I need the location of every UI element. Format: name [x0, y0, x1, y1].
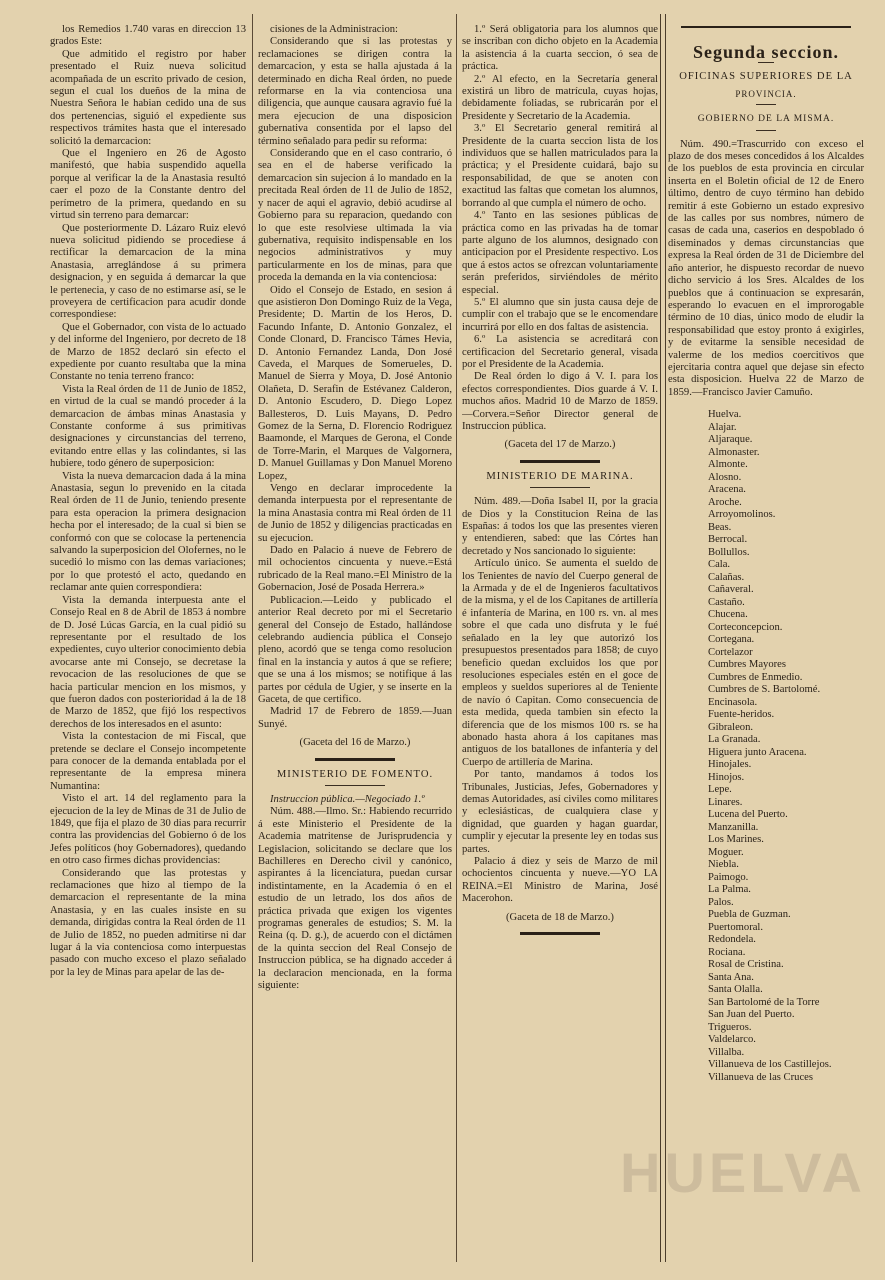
gazette-reference: (Gaceta del 17 de Marzo.) — [504, 439, 616, 451]
town-item: Valdelarco. — [708, 1034, 756, 1046]
town-item: Cala. — [708, 559, 731, 571]
subheading: Instruccion pública.—Negociado 1.º — [270, 793, 425, 805]
paragraph: Que posteriormente D. Lázaro Ruiz elevó nueva solicitud pidiendo se procediese á rectificar la demarcacion de la mina Anastasia, arreglándose á su primera designacion, y en seguida á demarcar la que le pertenecia, y caso de no estimarse así, se le proveyera de certificacion para acudir donde correspondiese: — [50, 222, 246, 321]
town-item: Castaño. — [708, 596, 745, 608]
column-3 — [462, 24, 658, 1240]
town-item: Calañas. — [708, 571, 745, 583]
section-divider — [660, 14, 666, 1262]
town-item: San Bartolomé de la Torre — [708, 996, 820, 1008]
gazette-reference: (Gaceta del 16 de Marzo.) — [299, 737, 411, 749]
town-item: La Granada. — [708, 734, 761, 746]
town-item: Alosno. — [708, 471, 742, 483]
town-item: Bollullos. — [708, 546, 750, 558]
divider — [520, 460, 600, 463]
town-item: Rosal de Cristina. — [708, 959, 784, 971]
town-item: Almonte. — [708, 459, 748, 471]
town-item: Moguer. — [708, 846, 744, 858]
town-item: San Juan del Puerto. — [708, 1009, 795, 1021]
column-2 — [258, 24, 452, 1240]
divider — [758, 62, 774, 63]
paragraph: Por tanto, mandamos á todos los Tribunales, Justicias, Jefes, Gobernadores y demas Autoridades, así civiles como militares y eclesiásticas, de cualquiera clase y dignidad, que guarden y hagan guardar, cumplir y ejecutar la presente ley en todas sus partes. — [462, 769, 658, 855]
paragraph: los Remedios 1.740 varas en direccion 13 grados Este: — [50, 24, 246, 48]
town-item: Linares. — [708, 796, 743, 808]
town-item: Arroyomolinos. — [708, 509, 776, 521]
watermark: HUELVA — [620, 1141, 866, 1204]
town-item: Palos. — [708, 896, 734, 908]
town-item: Cumbres Mayores — [708, 659, 786, 671]
paragraph: 1.º Será obligatoria para los alumnos que se inscriban con dicho objeto en la Academia la asistencia á la cuarta seccion, ó sea de práctica. — [462, 24, 658, 73]
column-4 — [668, 24, 864, 1240]
province-label: PROVINCIA. — [735, 88, 797, 99]
town-item: Berrocal. — [708, 534, 748, 546]
town-item: Puertomoral. — [708, 921, 764, 933]
town-item: Aracena. — [708, 484, 746, 496]
town-item: Lucena del Puerto. — [708, 809, 788, 821]
town-item: Alajar. — [708, 421, 737, 433]
paragraph: Publicacion.—Leido y publicado el anterior Real decreto por mi el Secretario general del Consejo de Estado, hallándose celebrando audiencia pública el Consejo pleno, acordó que se tenga como resolucion final en la instancia y autos á que se refiere; que se una á los mismos; se notifique á las partes por cédula de Ugier, y se inserte en la Gaceta, de que certifico. — [258, 594, 452, 705]
town-item: Cumbres de Enmedio. — [708, 671, 803, 683]
paragraph: 5.º El alumno que sin justa causa deje de cumplir con el trabajo que se le encomendare incurrirá por ello en dos faltas de asistencia. — [462, 296, 658, 333]
town-item: Aroche. — [708, 496, 742, 508]
paragraph: Vista la demanda interpuesta ante el Consejo Real en 8 de Abril de 1853 á nombre de D. José Lúcas García, en la cual pidió su representante por el resultado de los expedientes, cuyo ulterior conocimiento debia avocarse ante mi Consejo, se decretase la revocacion de las resoluciones de que se hacia particular mencion en los mismos, y que fueron dados con posterioridad á la de 18 de Marzo de 1852, que fijó los respectivos derechos de los interesados en el asunto: — [50, 594, 246, 730]
town-item: Villanueva de las Cruces — [708, 1071, 813, 1083]
paragraph: Núm. 489.—Doña Isabel II, por la gracia de Dios y la Constitucion Reina de las Españas: á todos los que las presentes vieren y entendieren, sabed: que las Córtes han decretado y Nos sancionado lo siguiente: — [462, 496, 658, 557]
divider — [756, 130, 776, 131]
paragraph: Vista la nueva demarcacion dada á la mina Anastasia, segun lo prevenido en la citada Real órden de 11 de Junio, teniendo presente para esta operacion la primera designacion hecha por el interesado; de la cual si bien se conformó con que se colocase la pertenencia salvando la superposicion del Olofernes, no le sucedió lo mismo con las demas variaciones; por lo que protestó el acto, quedando en reclamar ante quien correspondiera: — [50, 470, 246, 594]
town-item: Santa Olalla. — [708, 984, 763, 996]
offices-heading: OFICINAS SUPERIORES DE LA — [679, 71, 853, 83]
town-item: Lepe. — [708, 784, 732, 796]
town-item: Villalba. — [708, 1046, 745, 1058]
paragraph: 6.º La asistencia se acreditará con certificacion del Secretario general, visada por el Presidente de la Academia. — [462, 334, 658, 370]
divider — [756, 104, 776, 105]
town-item: Puebla de Guzman. — [708, 909, 791, 921]
paragraph: Dado en Palacio á nueve de Febrero de mil ochocientos cincuenta y nueve.=Está rubricado de la Real mano.=El Ministro de la Gobernacion, José de Posada Herrera.» — [258, 545, 452, 594]
town-item: Rociana. — [708, 946, 746, 958]
paragraph: Núm. 488.—Ilmo. Sr.: Habiendo recurrido á este Ministerio el Presidente de la Academia matritense de Jurisprudencia y Legislacion, solicitando se declare que los Bachilleres en Derecho civil y canónico, aspirantes á la licenciatura, puedan cursar indistintamente, en la Academia ó en el estudio de un letrado, los dos años de práctica privada que exigen los vigentes programas generales de estudios; S. M. la Reina (q. D. g.), de acuerdo con el dictámen de la quinta seccion del Real Consejo de Instruccion pública, se ha dignado acceder á la declaracion mencionada, en la forma siguiente: — [258, 806, 452, 992]
town-item: Cañaveral. — [708, 584, 754, 596]
town-item: Beas. — [708, 521, 732, 533]
divider — [681, 26, 851, 28]
ministry-title: MINISTERIO DE MARINA. — [486, 470, 634, 482]
column-divider — [252, 14, 253, 1262]
town-item: Almonaster. — [708, 446, 760, 458]
paragraph: Que admitido el registro por haber presentado el Ruiz nueva solicitud acompañada de un escrito privado de cesion, segun el cual los dueños de la mina de Nuestra Señora le habian cedido una de sus dos pertenencias, siguió el expediente sus respectivos trámites hasta que el interesado solicitó la demarcacion: — [50, 48, 246, 147]
divider — [325, 785, 385, 786]
town-item: Manzanilla. — [708, 821, 759, 833]
section-title: Segunda seccion. — [692, 42, 840, 62]
town-item: Redondela. — [708, 934, 756, 946]
divider — [315, 758, 395, 761]
column-divider — [456, 14, 457, 1262]
paragraph: cisiones de la Administracion: — [270, 24, 398, 35]
divider — [530, 487, 590, 488]
town-item: Cumbres de S. Bartolomé. — [708, 684, 821, 696]
paragraph: Oido el Consejo de Estado, en sesion á que asistieron Don Domingo Ruiz de la Vega, Presidente; D. Martin de los Heros, D. Facundo Infante, D. Antonio Gonzalez, el Conde Clonard, D. Francisco Támes Hevia, D. Antonio Fernandez Landa, Don José Caveda, el Marques de Somerueles, D. Manuel de Sierra y Moya, D. José Antonio Olañeta, D. Serafin de Estévanez Calderon, D. Antonio Escudero, D. Diego Lopez Ballesteros, D. Luis Mayans, D. Pedro Gomez de la Serna, D. Florencio Rodriguez Baamonde, el Marques de Gerona, el Conde de Torre-Marin, el Marques de Valgornera, D. Manuel Guillamas y Don Manuel Moreno Lopez, — [258, 284, 452, 482]
paragraph: Visto el art. 14 del reglamento para la ejecucion de la ley de Minas de 31 de Julio de 1849, que fija el plazo de 30 dias para recurrir contra las providencias del Gobierno ó de los Jefes políticos (hoy Gobernadores), quedando en otro caso firmes dichas providencias: — [50, 793, 246, 867]
divider — [520, 932, 600, 935]
paragraph: 2.º Al efecto, en la Secretaría general existirá un libro de matrícula, cuyas hojas, debidamente foliadas, se rubricarán por el Presidente y Secretario de la Academia. — [462, 73, 658, 122]
paragraph: Considerando que si las protestas y reclamaciones se dirigen contra la demarcacion, y esta se halla ajustada á la determinado en dicha Real órden, no puede reformarse en la via contenciosa una diligencia, que aunque causara agravio fué la mera ejecucion de una disposicion gubernativa consentida por el lapso del término señalado para pedir su reforma: — [258, 36, 452, 147]
paragraph: Vista la Real órden de 11 de Junio de 1852, en virtud de la cual se mandó proceder á la demarcacion de ámbas minas Anastasia y Constante conforme á sus primitivas designaciones y circunstancias del terreno, evitando entre ellas y las colindantes, si las hubiere, todo género de superposicion: — [50, 383, 246, 470]
paragraph: Que el Gobernador, con vista de lo actuado y del informe del Ingeniero, por decreto de 18 de Marzo de 1852 declaró sin efecto el expediente por cuanto resultaba que la mina Constante no tenia terreno franco: — [50, 321, 246, 383]
paragraph: Artículo único. Se aumenta el sueldo de los Tenientes de navío del Cuerpo general de la Armada y de el de Ingenieros facultativos de la misma, y el de los Capitanes de artillería é infantería de Marina, en 100 rs. vn. al mes sobre el que cada uno disfruta y le fué señalado en la ley que autorizó los presupuestos presentados para 1858; de cuyo beneficio quedan excluidos los que por resoluciones especiales estén en el goce de empleos y sueldos superiores al de Teniente de navío ó Capitan. Como consecuencia de esta medida, queda tambien sin efecto la diferencia que de los mismos 100 rs. se ha abonado hasta ahora á los capitanes mas antiguos de los batallones de infantería y del Cuerpo de artillería de Marina. — [462, 558, 658, 768]
town-item: Trigueros. — [708, 1021, 752, 1033]
town-item: Hinojales. — [708, 759, 752, 771]
town-item: La Palma. — [708, 884, 751, 896]
town-item: Corteconcepcion. — [708, 621, 783, 633]
town-item: Aljaraque. — [708, 434, 753, 446]
town-item: Fuente-heridos. — [708, 709, 775, 721]
paragraph: Considerando que en el caso contrario, ó sea en el de haberse verificado la demarcacion sin sujecion á lo mandado en la precitada Real órden de 11 de Julio de 1852, y nacer de aqui el agravio, debió acudirse al Gobierno para su reparacion, quedando con lo que este resolviese ultimada la via gubernativa, requisito indispensable en los negocios administrativos y muy particularmente en los de minas, para que proceda la demanda en la via contenciosa: — [258, 148, 452, 284]
town-item: Hinojos. — [708, 771, 745, 783]
paragraph: Palacio á diez y seis de Marzo de mil ochocientos cincuenta y nueve.—YO LA REINA.=El Ministro de Marina, José Macerohon. — [462, 856, 658, 905]
paragraph: De Real órden lo digo á V. I. para los efectos correspondientes. Dios guarde á V. I. muchos años. Madrid 10 de Marzo de 1859.—Corvera.=Señor Director general de Instruccion pública. — [462, 371, 658, 432]
ministry-title: MINISTERIO DE FOMENTO. — [276, 768, 434, 780]
paragraph: 3.º El Secretario general remitirá al Presidente de la cuarta seccion lista de los individuos que se hallen matriculados para la práctica; y el Presidente cuidará, bajo su responsabilidad, de que se anoten con exactitud las faltas que cometan los alumnos, borrando al que cumpla el número de ocho. — [462, 123, 658, 209]
town-item: Encinasola. — [708, 696, 758, 708]
paragraph: Madrid 17 de Febrero de 1859.—Juan Sunyé. — [258, 706, 452, 730]
paragraph: Vista la contestacion de mi Fiscal, que pretende se declare el Consejo incompetente para conocer de la demanda entablada por el representante de la empresa minera Numantina: — [50, 731, 246, 792]
town-item: Chucena. — [708, 609, 748, 621]
town-item: Paimogo. — [708, 871, 749, 883]
town-item: Niebla. — [708, 859, 739, 871]
town-item: Gibraleon. — [708, 721, 754, 733]
paragraph: 4.º Tanto en las sesiones públicas de práctica como en las privadas ha de tomar parte alguno de los alumnos, designado con anticipacion por el Presidente respectivo. Los que á estos actos se ofrezcan voluntariamente serán preferidos, sirviéndoles de mérito especial. — [462, 210, 658, 296]
paragraph: Considerando que las protestas y reclamaciones que hizo al tiempo de la demarcacion el representante de la mina Anastasia, y en las cuales insiste en su demanda, dirigidas contra la Real órden de 11 de Julio de 1852, no pueden admitirse ni dar lugar á la via contenciosa como interpuestas pasado con mucho exceso el plazo señalado por la ley de Minas para apelar de las de- — [50, 867, 246, 978]
paragraph: Que el Ingeniero en 26 de Agosto manifestó, que habia suspendido aquella porque al verificar la de la Anastasia resultó caer el pozo de la Constante dentro del perímetro de la primera, quedando en su virtud sin terreno para demarcar: — [50, 148, 246, 222]
government-heading: GOBIERNO DE LA MISMA. — [697, 114, 835, 125]
town-item: Huelva. — [708, 409, 742, 421]
paragraph: Núm. 490.=Trascurrido con exceso el plazo de dos meses concedidos á los Alcaldes de los pueblos de esta provincia en circular inserta en el Boletin oficial de 12 de Enero último, dentro de cuyo término han debido remitir á este Gobierno un estado expresivo de las calles por sus nombres, número de casas de cada una, caserios en despoblado ó diseminados y demas circunstancias que expresa la Real órden de 31 de Diciembre del año anterior, he dispuesto recordar de nuevo dicho servicio á los Sres. Alcaldes de los pueblos que á continuacion se expresarán, esperando lo evacuen en el improrogable término de 10 dias, único modo de eludir la responsabilidad que estoy pronto á exigirles, y de evitarme la sensible necesidad de valerme de los medios coercitivos que ejercitaria contra aquel que dejase sin efecto esta disposicion. Huelva 22 de Marzo de 1859.—Francisco Javier Camuño. — [668, 138, 864, 398]
town-item: Higuera junto Aracena. — [708, 746, 807, 758]
paragraph: Vengo en declarar improcedente la demanda interpuesta por el representante de la mina Anastasia contra mi Real órden de 11 de Junio de 1852 y diligencias practicadas en su ejecucion. — [258, 483, 452, 544]
town-item: Villanueva de los Castillejos. — [708, 1059, 832, 1071]
column-1 — [50, 24, 246, 1240]
town-item: Cortegana. — [708, 634, 755, 646]
town-item: Los Marines. — [708, 834, 764, 846]
town-item: Santa Ana. — [708, 971, 754, 983]
towns-list — [708, 409, 864, 1084]
gazette-reference: (Gaceta de 18 de Marzo.) — [506, 911, 614, 923]
town-item: Cortelazor — [708, 646, 753, 658]
